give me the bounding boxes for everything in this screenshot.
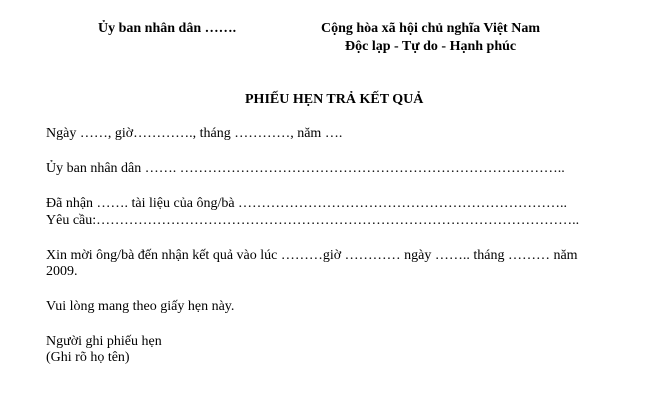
document-title: PHIẾU HẸN TRẢ KẾT QUẢ — [245, 92, 424, 107]
signer-title: Người ghi phiếu hẹn — [46, 334, 162, 349]
received-documents-line: Đã nhận ……. tài liệu của ông/bà …………………………………………………………….. — [46, 196, 568, 211]
national-title: Cộng hòa xã hội chủ nghĩa Việt Nam — [321, 21, 540, 36]
invitation-year: 2009. — [46, 264, 78, 279]
bring-appointment-line: Vui lòng mang theo giấy hẹn này. — [46, 299, 235, 314]
invitation-line: Xin mời ông/bà đến nhận kết quả vào lúc ………giờ ………… ngày …….. tháng ……… năm — [46, 248, 578, 263]
date-line: Ngày ……, giờ…………., tháng …………, năm …. — [46, 126, 343, 141]
national-motto: Độc lạp - Tự do - Hạnh phúc — [345, 39, 517, 54]
issuing-authority-header: Ủy ban nhân dân ……. — [98, 21, 237, 36]
committee-line: Ủy ban nhân dân ……. ……………………………………………………………………….. — [46, 161, 565, 176]
request-line: Yêu cầu:………………………………………………………………………………………….. — [46, 213, 580, 228]
signer-instruction: (Ghi rõ họ tên) — [46, 350, 130, 365]
